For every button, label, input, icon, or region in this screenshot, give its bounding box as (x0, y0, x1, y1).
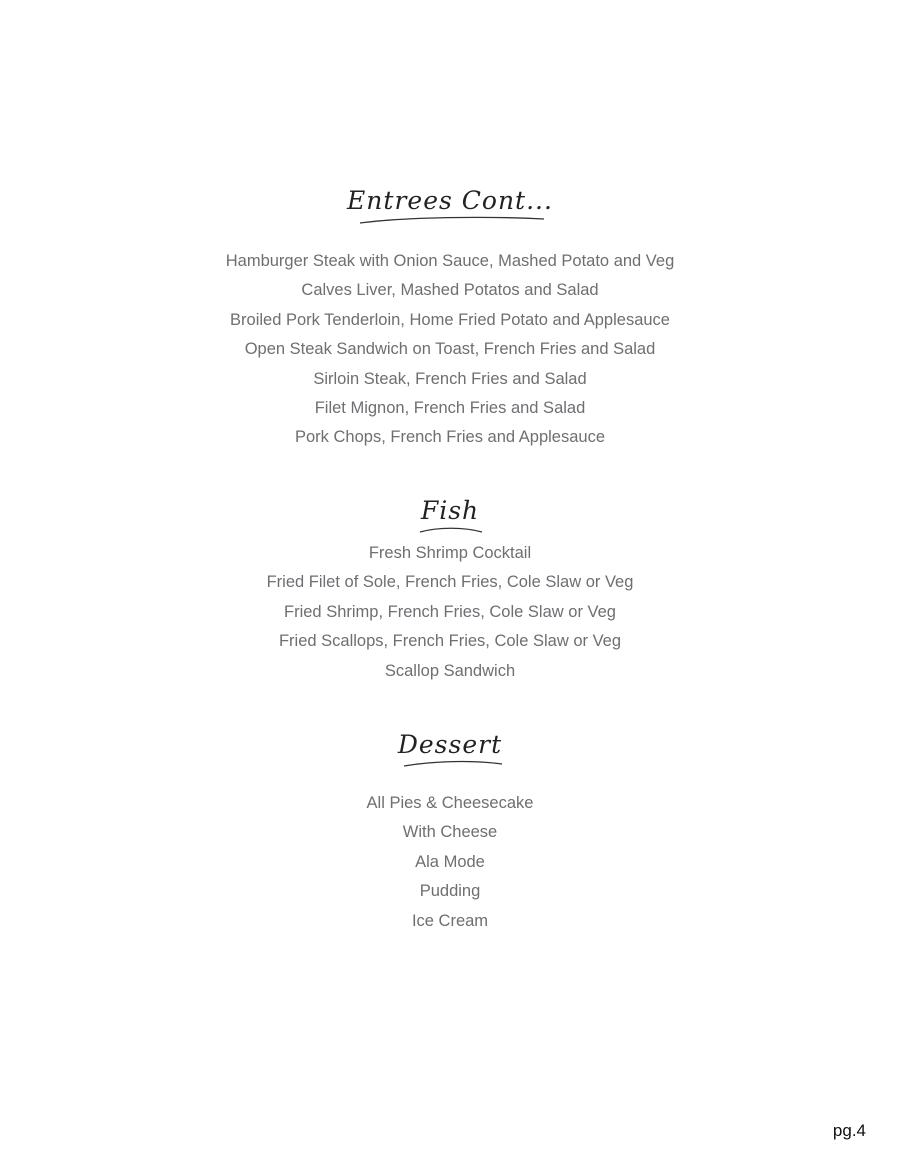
section-title-entrees: Entrees Cont... (347, 186, 553, 215)
menu-item: Pork Chops, French Fries and Applesauce (295, 428, 605, 447)
menu-item: With Cheese (402, 823, 498, 842)
entrees-item-list (0, 247, 900, 453)
dessert-item-list (0, 789, 900, 936)
menu-item: Ala Mode (415, 852, 485, 871)
menu-item: Hamburger Steak with Onion Sauce, Mashed Potato and Veg (225, 252, 675, 270)
menu-item: All Pies & Cheesecake (366, 794, 534, 812)
title-underline-swash (416, 524, 486, 536)
page-number: pg.4 (832, 1121, 866, 1140)
menu-item: Open Steak Sandwich on Toast, French Fries and Salad (244, 340, 656, 359)
menu-item: Filet Mignon, French Fries and Salad (314, 398, 586, 417)
section-title-fish: Fish (420, 496, 480, 525)
menu-item: Broiled Pork Tenderloin, Home Fried Potato and Applesauce (230, 310, 670, 329)
fish-item-list (0, 539, 900, 686)
menu-item: Fried Filet of Sole, French Fries, Cole Slaw or Veg (266, 573, 634, 592)
title-underline-swash (400, 758, 506, 770)
menu-item: Calves Liver, Mashed Potatos and Salad (301, 281, 599, 300)
menu-item: Pudding (419, 882, 481, 901)
section-title-dessert: Dessert (397, 730, 503, 759)
menu-item: Ice Cream (411, 911, 489, 930)
title-underline-swash (356, 214, 548, 226)
menu-item: Scallop Sandwich (384, 661, 516, 680)
menu-item: Fried Scallops, French Fries, Cole Slaw or Veg (278, 632, 622, 651)
menu-item: Fresh Shrimp Cocktail (368, 544, 532, 562)
menu-item: Fried Shrimp, French Fries, Cole Slaw or Veg (284, 602, 616, 621)
menu-item: Sirloin Steak, French Fries and Salad (313, 369, 587, 388)
